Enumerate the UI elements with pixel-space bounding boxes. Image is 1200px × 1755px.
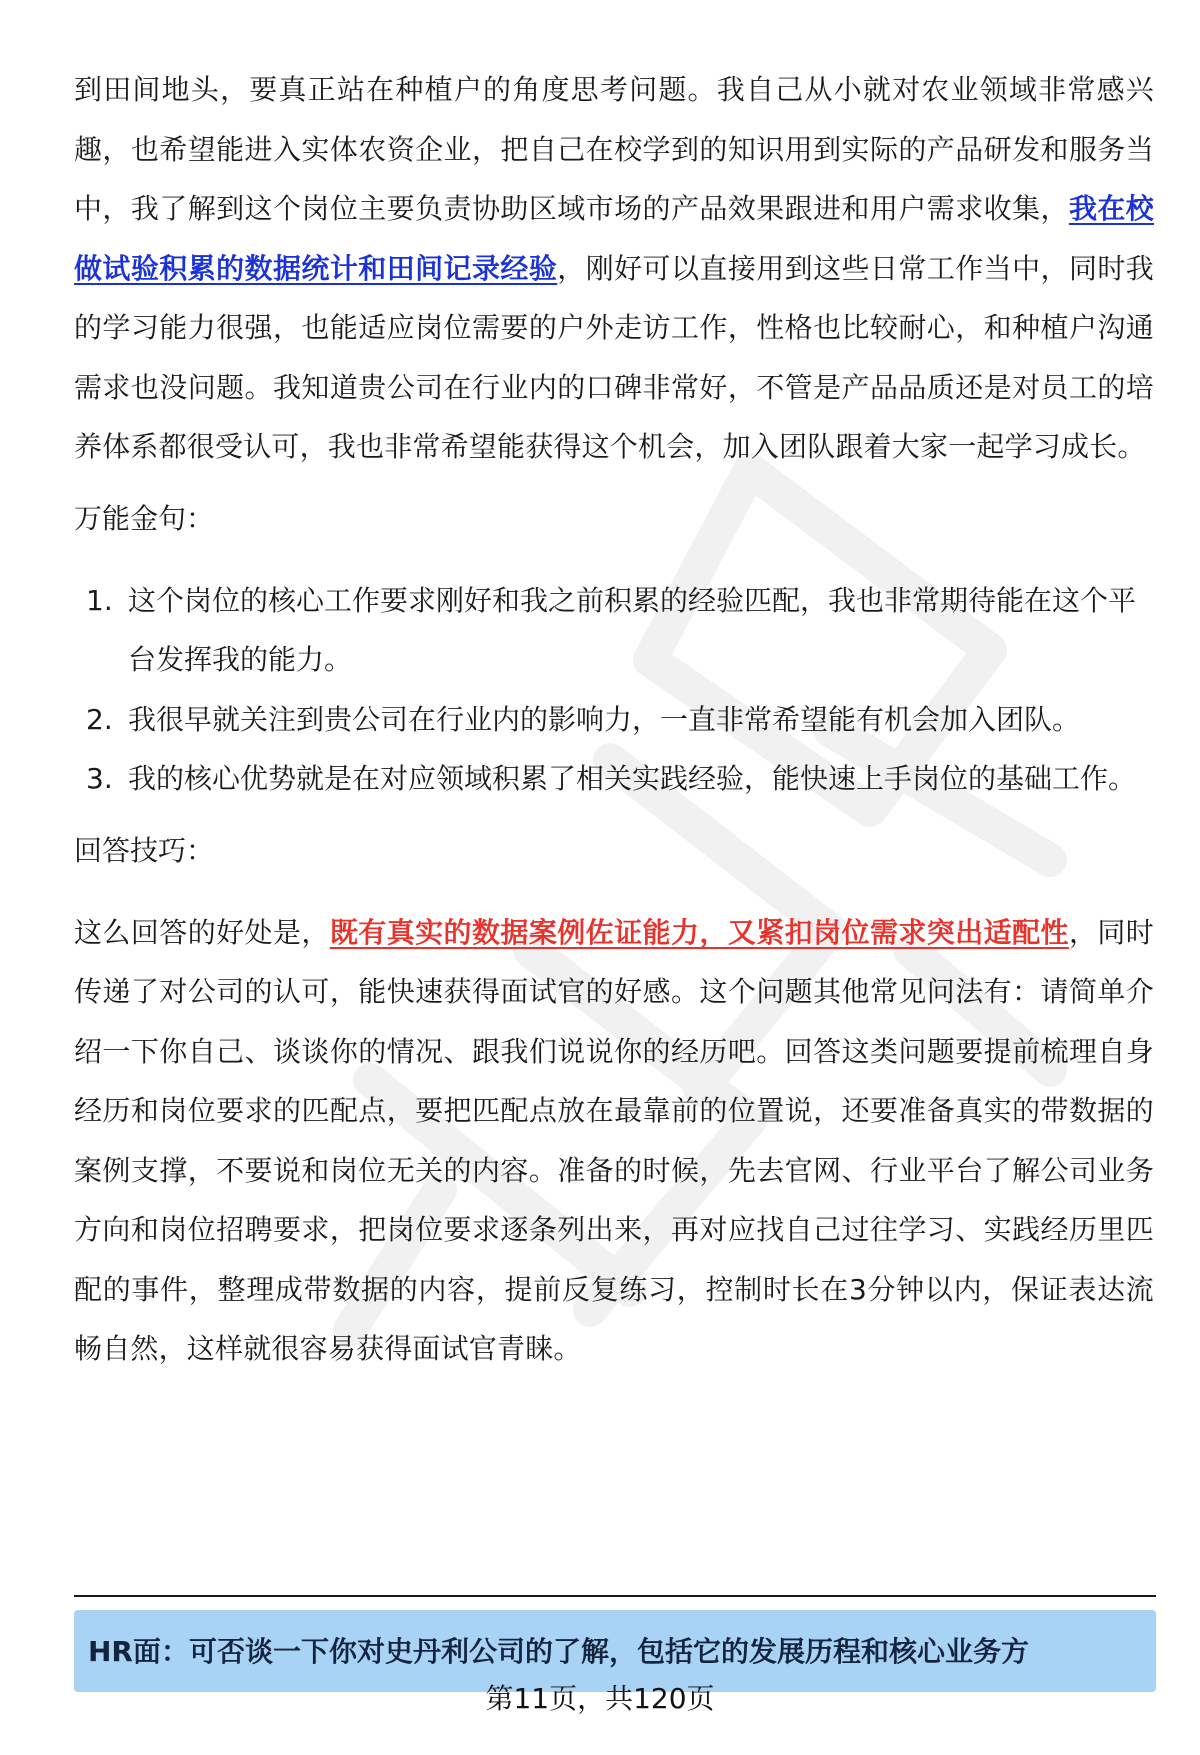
intro-text-after: ，刚好可以直接用到这些日常工作当中，同时我的学习能力很强，也能适应岗位需要的户外走访工作，性格也比较耐心，和种植户沟通需求也没问题。我知道贵公司在行业内的口碑非常好，不管是产品品质还是对员工的培养体系都很受认可，我也非常希望能获得这个机会，加入团队跟着大家一起学习成长。 [74, 251, 1155, 463]
list-item [74, 690, 1154, 750]
next-question-title: HR面：可否谈一下你对史丹利公司的了解，包括它的发展历程和核心业务方 [88, 1635, 1029, 1668]
tips-paragraph [74, 903, 1154, 1379]
intro-text-before: 到田间地头，要真正站在种植户的角度思考问题。我自己从小就对农业领域非常感兴趣，也希望能进入实体农资企业，把自己在校学到的知识用到实际的产品研发和服务当中，我了解到这个岗位主要负责协助区域市场的产品效果跟进和用户需求收集， [74, 73, 1154, 225]
tips-text-before: 这么回答的好处是， [74, 915, 330, 949]
section-divider [74, 1595, 1156, 1597]
intro-highlight: 我在校做试验积累的数据统计和田间记录经验 [74, 192, 1154, 285]
list-number: 3. [86, 762, 113, 795]
list-item [74, 749, 1154, 809]
document-body [74, 60, 1154, 1379]
golden-sentences-list [74, 571, 1154, 809]
tips-heading: 回答技巧： [74, 833, 215, 867]
list-text: 我的核心优势就是在对应领域积累了相关实践经验，能快速上手岗位的基础工作。 [128, 762, 1137, 795]
list-number: 2. [86, 702, 113, 736]
list-text: 我很早就关注到贵公司在行业内的影响力，一直非常希望能有机会加入团队。 [128, 702, 1081, 736]
tips-highlight: 既有真实的数据案例佐证能力，又紧扣岗位需求突出适配性 [329, 915, 1069, 949]
golden-sentences-heading: 万能金句： [74, 501, 215, 535]
list-number: 1. [86, 583, 113, 617]
intro-paragraph [74, 60, 1154, 477]
list-item [74, 571, 1154, 690]
tips-text-after: ，同时传递了对公司的认可，能快速获得面试官的好感。这个问题其他常见问法有：请简单介绍一下你自己、谈谈你的情况、跟我们说说你的经历吧。回答这类问题要提前梳理自身经历和岗位要求的匹配点，要把匹配点放在最靠前的位置说，还要准备真实的带数据的案例支撑，不要说和岗位无关的内容。准备的时候，先去官网、行业平台了解公司业务方向和岗位招聘要求，把岗位要求逐条列出来，再对应找自己过往学习、实践经历里匹配的事件，整理成带数据的内容，提前反复练习，控制时长在3分钟以内，保证表达流畅自然，这样就很容易获得面试官青睐。 [74, 915, 1154, 1365]
list-text: 这个岗位的核心工作要求刚好和我之前积累的经验匹配，我也非常期待能在这个平台发挥我的能力。 [128, 583, 1137, 676]
page-number: 第11页，共120页 [485, 1682, 715, 1715]
